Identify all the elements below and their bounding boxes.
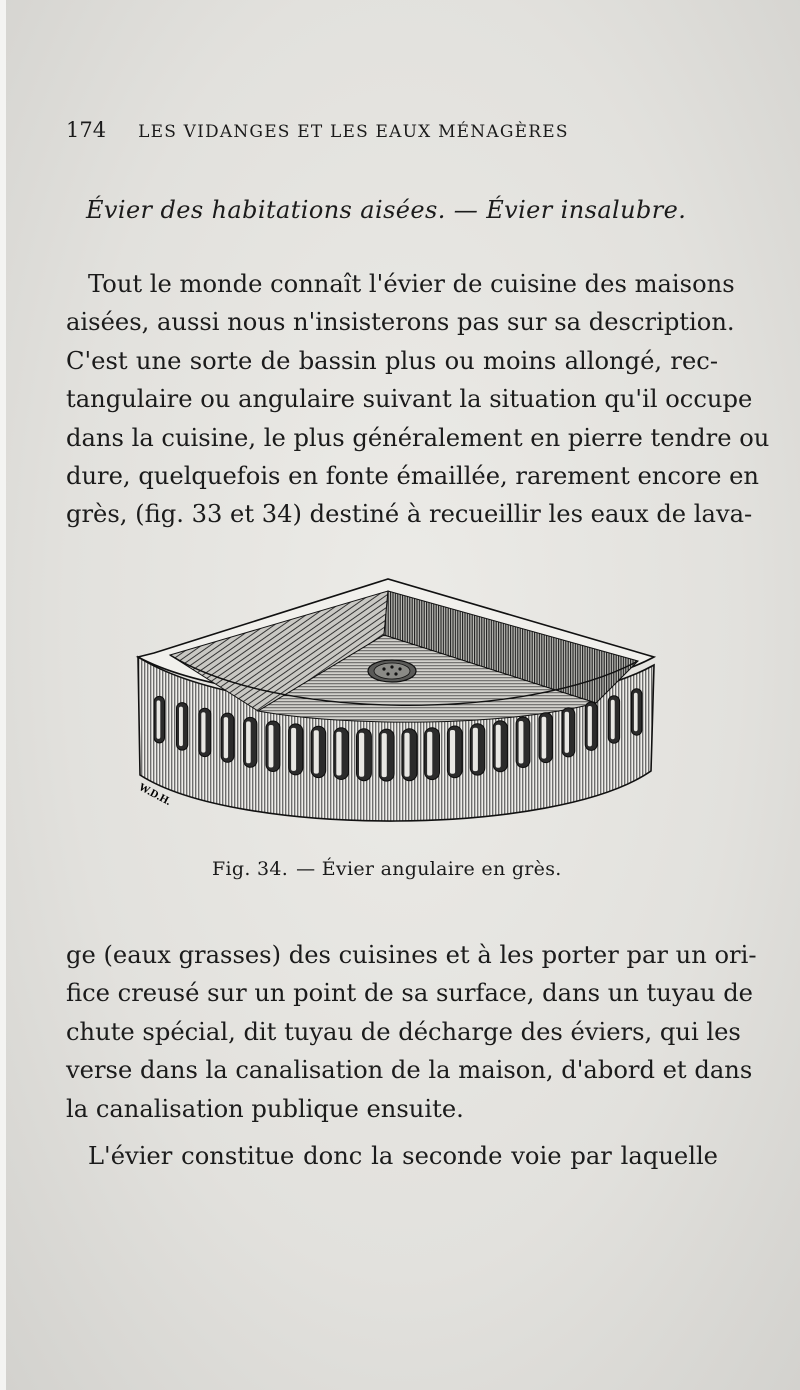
flute-highlight xyxy=(427,732,432,776)
text-line: dans la cuisine, le plus généralement en pierre tendre ou xyxy=(66,423,770,452)
paragraph-3 xyxy=(66,1137,718,1175)
flute-highlight xyxy=(201,712,205,752)
text-line: dure, quelquefois en fonte émaillée, rarement encore en xyxy=(66,462,759,491)
running-title: LES VIDANGES ET LES EAUX MÉNAGÈRES xyxy=(138,122,569,142)
paragraph-2 xyxy=(66,936,757,1128)
figure-caption xyxy=(212,858,612,880)
flute-highlight xyxy=(291,728,296,771)
flute-highlight xyxy=(519,721,524,764)
flute-highlight xyxy=(157,700,161,739)
flute-highlight xyxy=(404,733,409,777)
text-line: verse dans la canalisation de la maison, d'abord et dans xyxy=(66,1056,753,1085)
flute-highlight xyxy=(611,700,615,740)
page-number: 174 xyxy=(66,118,107,142)
flute-highlight xyxy=(473,728,478,771)
flute-highlight xyxy=(269,725,274,768)
flute-highlight xyxy=(588,706,592,746)
engraver-mark: W.D.H. xyxy=(136,781,173,808)
figure-number: Fig. 34. xyxy=(212,858,289,880)
text-line: fice creusé sur un point de sa surface, dans un tuyau de xyxy=(66,979,753,1008)
flute-highlight xyxy=(496,725,501,768)
text-line: aisées, aussi nous n'insisterons pas sur sa description. xyxy=(66,308,735,337)
text-line: tangulaire ou angulaire suivant la situation qu'il occupe xyxy=(66,385,753,414)
paragraph-1 xyxy=(66,265,770,534)
flute-highlight xyxy=(224,717,228,758)
text-line: grès, (fig. 33 et 34) destiné à recueillir les eaux de lava- xyxy=(66,500,753,529)
sink-engraving xyxy=(126,575,666,855)
text-line: C'est une sorte de bassin plus ou moins allongé, rec- xyxy=(66,346,718,375)
text-line: la canalisation publique ensuite. xyxy=(66,1094,464,1123)
flute-highlight xyxy=(314,730,319,773)
drain-grate xyxy=(368,660,416,682)
flute-highlight xyxy=(634,693,638,732)
flute-highlight xyxy=(179,707,183,747)
text-line: chute spécial, dit tuyau de décharge des éviers, qui les xyxy=(66,1017,741,1046)
text-line: ge (eaux grasses) des cuisines et à les porter par un ori- xyxy=(66,941,757,969)
flute-highlight xyxy=(382,733,387,777)
flute-highlight xyxy=(450,730,455,774)
running-head xyxy=(66,118,766,142)
figure-caption-text: — Évier angulaire en grès. xyxy=(296,858,562,880)
text-line: L'évier constitue donc la seconde voie par laquelle xyxy=(88,1142,718,1170)
flute-highlight xyxy=(565,712,569,753)
flute-highlight xyxy=(246,721,251,763)
flute-highlight xyxy=(336,732,341,776)
corner-sink-illustration xyxy=(126,575,666,855)
text-line: Tout le monde connaît l'évier de cuisine des maisons xyxy=(88,270,735,298)
section-title: Évier des habitations aisées. — Évier insalubre. xyxy=(86,196,687,224)
flute-highlight xyxy=(542,717,547,759)
flute-highlight xyxy=(359,733,364,777)
